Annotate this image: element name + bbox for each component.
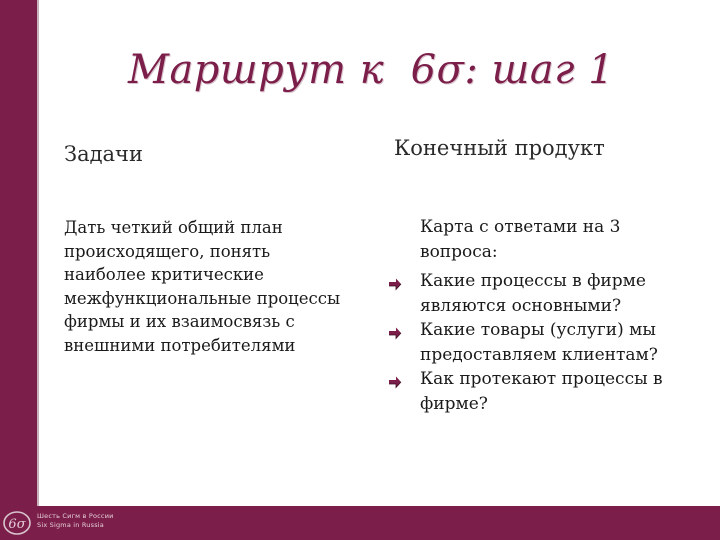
six-sigma-logo-icon: [2, 510, 32, 536]
bullet-line: являются основными?: [420, 295, 622, 316]
title-sigma: σ: [436, 47, 465, 93]
arrow-bullet-icon: [388, 375, 402, 389]
bullet-item: [388, 269, 663, 318]
footer-line-ru: Шесть Сигм в России: [37, 512, 114, 520]
bullet-line: предоставляем клиентам?: [420, 344, 658, 365]
bullet-item: [388, 318, 663, 367]
deliverable-intro-line: Карта с ответами на 3: [420, 217, 621, 237]
tasks-line: Дать четкий общий план: [64, 218, 283, 237]
deliverable-intro-line: вопроса:: [420, 241, 498, 262]
left-sidebar-band: [0, 0, 37, 540]
tasks-line: наиболее критические: [64, 265, 264, 284]
tasks-body: [64, 216, 376, 357]
bullet-line: Какие процессы в фирме: [420, 271, 646, 291]
deliverable-intro: [420, 215, 621, 264]
bullet-item: [388, 367, 663, 416]
bullet-line: Как протекают процессы в: [420, 369, 663, 389]
tasks-line: фирмы и их взаимосвязь с: [64, 312, 295, 331]
title-prefix: Маршрут к: [128, 47, 385, 93]
sidebar-divider: [37, 0, 39, 506]
tasks-line: внешними потребителями: [64, 335, 296, 355]
tasks-line: происходящего, понять: [64, 241, 271, 261]
footer-line-en: Six Sigma in Russia: [37, 521, 104, 529]
bullet-line: Какие товары (услуги) мы: [420, 320, 656, 340]
deliverable-header: Конечный продукт: [394, 136, 605, 160]
arrow-bullet-icon: [388, 326, 402, 340]
title-suffix: : шаг 1: [464, 47, 615, 93]
footer-caption: [37, 512, 114, 530]
slide-title: [128, 44, 614, 96]
deliverable-bullets: [388, 269, 663, 416]
tasks-header: Задачи: [64, 142, 143, 166]
title-number: 6: [410, 47, 437, 93]
bullet-line: фирме?: [420, 393, 488, 414]
arrow-bullet-icon: [388, 277, 402, 291]
svg-text:6σ: 6σ: [8, 517, 26, 532]
tasks-line: межфункциональные процессы: [64, 288, 341, 308]
